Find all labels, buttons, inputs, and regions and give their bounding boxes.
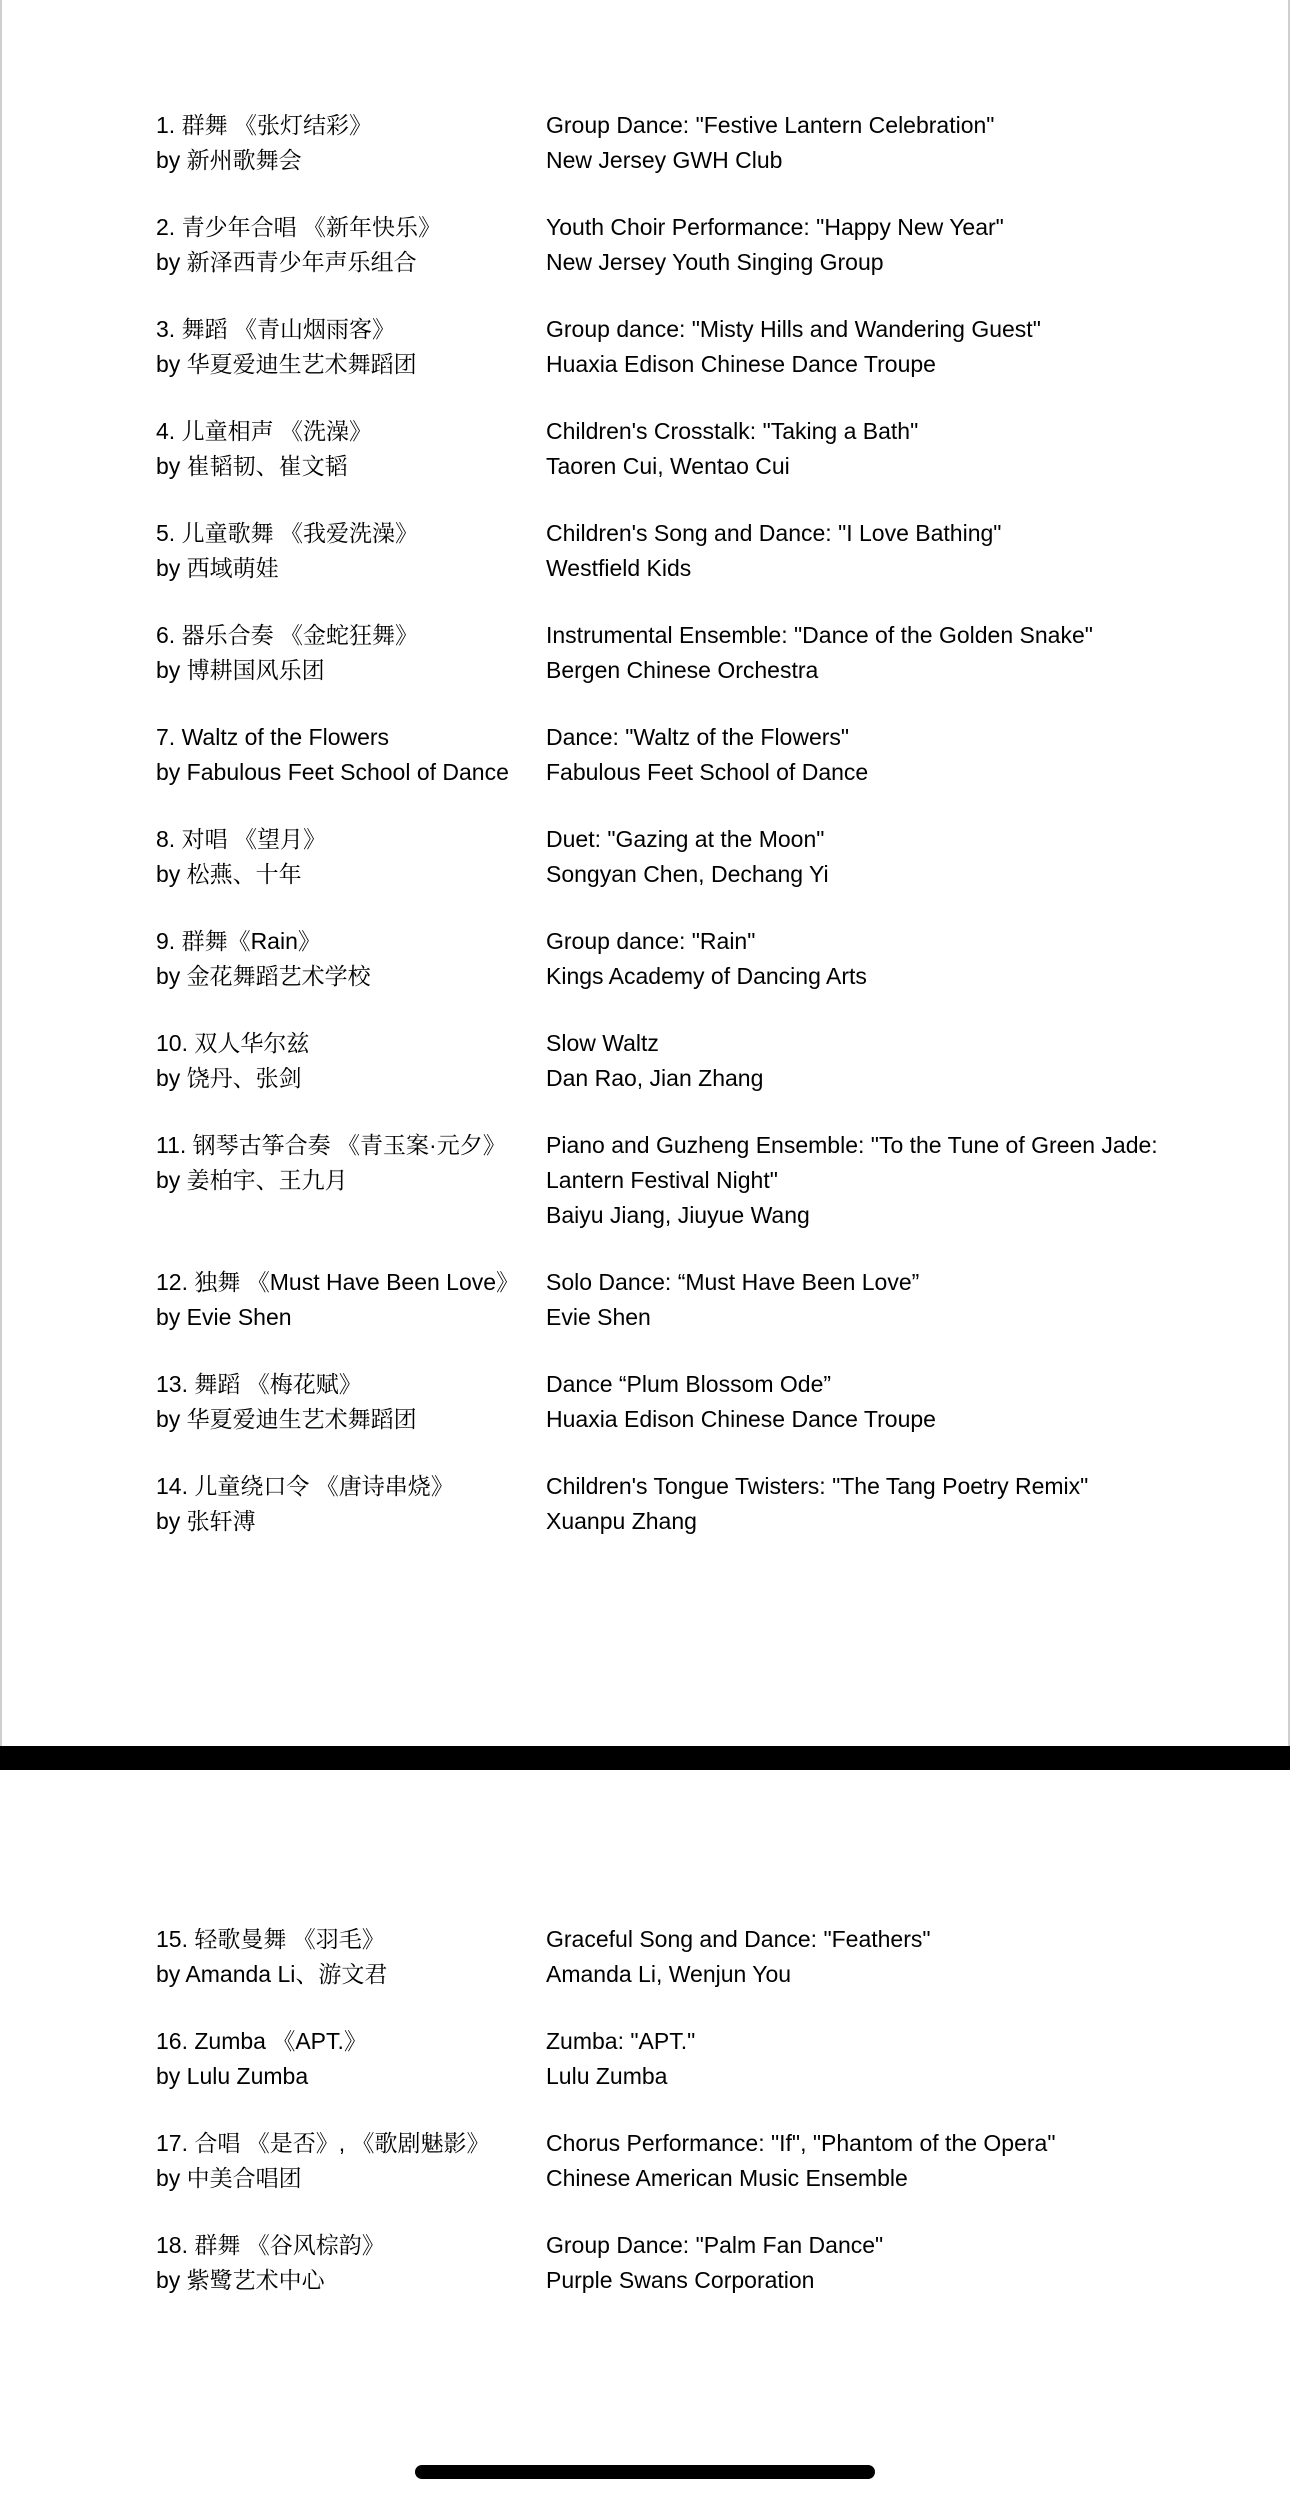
program-page-2 — [0, 1770, 1290, 2503]
program-title-cn: 8. 对唱 《望月》 — [156, 826, 326, 852]
program-performer-cn: by Fabulous Feet School of Dance — [156, 759, 509, 785]
program-title-cn: 4. 儿童相声 《洗澡》 — [156, 418, 372, 444]
program-performer-en: Taoren Cui, Wentao Cui — [546, 453, 790, 479]
program-performer-cn: by 饶丹、张剑 — [156, 1065, 302, 1091]
program-title-en: Children's Crosstalk: "Taking a Bath" — [546, 418, 919, 444]
program-title-cn: 9. 群舞《Rain》 — [156, 928, 321, 954]
program-performer-cn: by Evie Shen — [156, 1304, 292, 1330]
program-title-cn: 10. 双人华尔兹 — [156, 1030, 310, 1056]
program-title-en: Group dance: "Rain" — [546, 928, 756, 954]
program-performer-en: Xuanpu Zhang — [546, 1508, 697, 1534]
program-item-9 — [156, 924, 1266, 994]
program-title-cn: 6. 器乐合奏 《金蛇狂舞》 — [156, 622, 418, 648]
program-performer-cn: by 华夏爱迪生艺术舞蹈团 — [156, 351, 417, 377]
program-performer-en: Bergen Chinese Orchestra — [546, 657, 819, 683]
program-performer-en: Baiyu Jiang, Jiuyue Wang — [546, 1202, 810, 1228]
program-title-cn: 18. 群舞 《谷风棕韵》 — [156, 2232, 385, 2258]
program-title-cn: 12. 独舞 《Must Have Been Love》 — [156, 1269, 520, 1295]
program-performer-cn: by Amanda Li、游文君 — [156, 1961, 388, 1987]
program-performer-cn: by 新泽西青少年声乐组合 — [156, 249, 417, 275]
program-item-6 — [156, 618, 1266, 688]
program-title-cn: 3. 舞蹈 《青山烟雨客》 — [156, 316, 395, 342]
program-item-5 — [156, 516, 1266, 586]
program-title-cn: 1. 群舞 《张灯结彩》 — [156, 112, 372, 138]
program-item-12 — [156, 1265, 1266, 1335]
program-item-16 — [156, 2024, 1266, 2094]
program-performer-cn: by 中美合唱团 — [156, 2165, 302, 2191]
program-performer-en: Kings Academy of Dancing Arts — [546, 963, 867, 989]
program-item-18 — [156, 2228, 1266, 2298]
program-title-en: Dance: "Waltz of the Flowers" — [546, 724, 850, 750]
program-performer-cn: by 张轩溥 — [156, 1508, 256, 1534]
program-item-8 — [156, 822, 1266, 892]
program-performer-en: Chinese American Music Ensemble — [546, 2165, 908, 2191]
program-title-cn: 17. 合唱 《是否》, 《歌剧魅影》 — [156, 2130, 490, 2156]
program-item-11 — [156, 1128, 1266, 1233]
program-title-en: Youth Choir Performance: "Happy New Year" — [546, 214, 1004, 240]
program-performer-en: New Jersey GWH Club — [546, 147, 783, 173]
program-item-2 — [156, 210, 1266, 280]
program-performer-en: Evie Shen — [546, 1304, 651, 1330]
program-title-en: Graceful Song and Dance: "Feathers" — [546, 1926, 931, 1952]
program-performer-cn: by 新州歌舞会 — [156, 147, 302, 173]
program-title-en: Children's Tongue Twisters: "The Tang Poetry Remix" — [546, 1473, 1089, 1499]
program-title-en: Solo Dance: “Must Have Been Love” — [546, 1269, 920, 1295]
program-item-3 — [156, 312, 1266, 382]
program-performer-en: Dan Rao, Jian Zhang — [546, 1065, 764, 1091]
program-title-en: Chorus Performance: "If", "Phantom of the Opera" — [546, 2130, 1056, 2156]
program-item-7 — [156, 720, 1266, 790]
program-item-15 — [156, 1922, 1266, 1992]
program-performer-en: Amanda Li, Wenjun You — [546, 1961, 792, 1987]
program-item-14 — [156, 1469, 1266, 1539]
program-performer-cn: by 姜柏宇、王九月 — [156, 1167, 348, 1193]
program-title-cn: 2. 青少年合唱 《新年快乐》 — [156, 214, 441, 240]
program-performer-en: Huaxia Edison Chinese Dance Troupe — [546, 1406, 936, 1432]
program-title-en: Duet: "Gazing at the Moon" — [546, 826, 825, 852]
program-title-cn: 7. Waltz of the Flowers — [156, 724, 390, 750]
page-edge-left — [0, 0, 2, 1746]
program-item-17 — [156, 2126, 1266, 2196]
program-title-en-continued: Lantern Festival Night" — [546, 1167, 778, 1193]
program-performer-en: Songyan Chen, Dechang Yi — [546, 861, 829, 887]
program-performer-cn: by 金花舞蹈艺术学校 — [156, 963, 371, 989]
program-title-en: Piano and Guzheng Ensemble: "To the Tune of Green Jade: — [546, 1132, 1158, 1158]
program-title-en: Children's Song and Dance: "I Love Bathing" — [546, 520, 1002, 546]
program-list-part-2 — [156, 1922, 1266, 2298]
program-performer-cn: by 松燕、十年 — [156, 861, 302, 887]
program-performer-cn: by 崔韬韧、崔文韬 — [156, 453, 348, 479]
program-title-cn: 5. 儿童歌舞 《我爱洗澡》 — [156, 520, 418, 546]
program-performer-en: Purple Swans Corporation — [546, 2267, 815, 2293]
program-performer-cn: by 博耕国风乐团 — [156, 657, 325, 683]
program-item-1 — [156, 108, 1266, 178]
program-title-en: Slow Waltz — [546, 1030, 659, 1056]
page-divider — [0, 1746, 1290, 1770]
program-title-cn: 15. 轻歌曼舞 《羽毛》 — [156, 1926, 385, 1952]
home-indicator-bar[interactable] — [415, 2465, 875, 2479]
program-title-en: Dance “Plum Blossom Ode” — [546, 1371, 832, 1397]
program-title-cn: 11. 钢琴古筝合奏 《青玉案·元夕》 — [156, 1132, 506, 1158]
program-performer-en: New Jersey Youth Singing Group — [546, 249, 884, 275]
program-title-en: Group dance: "Misty Hills and Wandering Guest" — [546, 316, 1041, 342]
program-item-10 — [156, 1026, 1266, 1096]
program-title-cn: 16. Zumba 《APT.》 — [156, 2028, 367, 2054]
program-performer-en: Huaxia Edison Chinese Dance Troupe — [546, 351, 936, 377]
program-title-en: Zumba: "APT." — [546, 2028, 696, 2054]
program-performer-cn: by Lulu Zumba — [156, 2063, 309, 2089]
program-item-13 — [156, 1367, 1266, 1437]
program-title-cn: 14. 儿童绕口令 《唐诗串烧》 — [156, 1473, 454, 1499]
program-performer-en: Westfield Kids — [546, 555, 692, 581]
program-performer-cn: by 华夏爱迪生艺术舞蹈团 — [156, 1406, 417, 1432]
program-item-4 — [156, 414, 1266, 484]
program-title-en: Instrumental Ensemble: "Dance of the Golden Snake" — [546, 622, 1093, 648]
program-performer-cn: by 西域萌娃 — [156, 555, 279, 581]
program-performer-en: Lulu Zumba — [546, 2063, 668, 2089]
program-performer-en: Fabulous Feet School of Dance — [546, 759, 869, 785]
program-performer-cn: by 紫鹭艺术中心 — [156, 2267, 325, 2293]
program-title-en: Group Dance: "Festive Lantern Celebration" — [546, 112, 995, 138]
program-title-en: Group Dance: "Palm Fan Dance" — [546, 2232, 884, 2258]
program-list-part-1 — [156, 108, 1266, 1539]
program-title-cn: 13. 舞蹈 《梅花赋》 — [156, 1371, 362, 1397]
